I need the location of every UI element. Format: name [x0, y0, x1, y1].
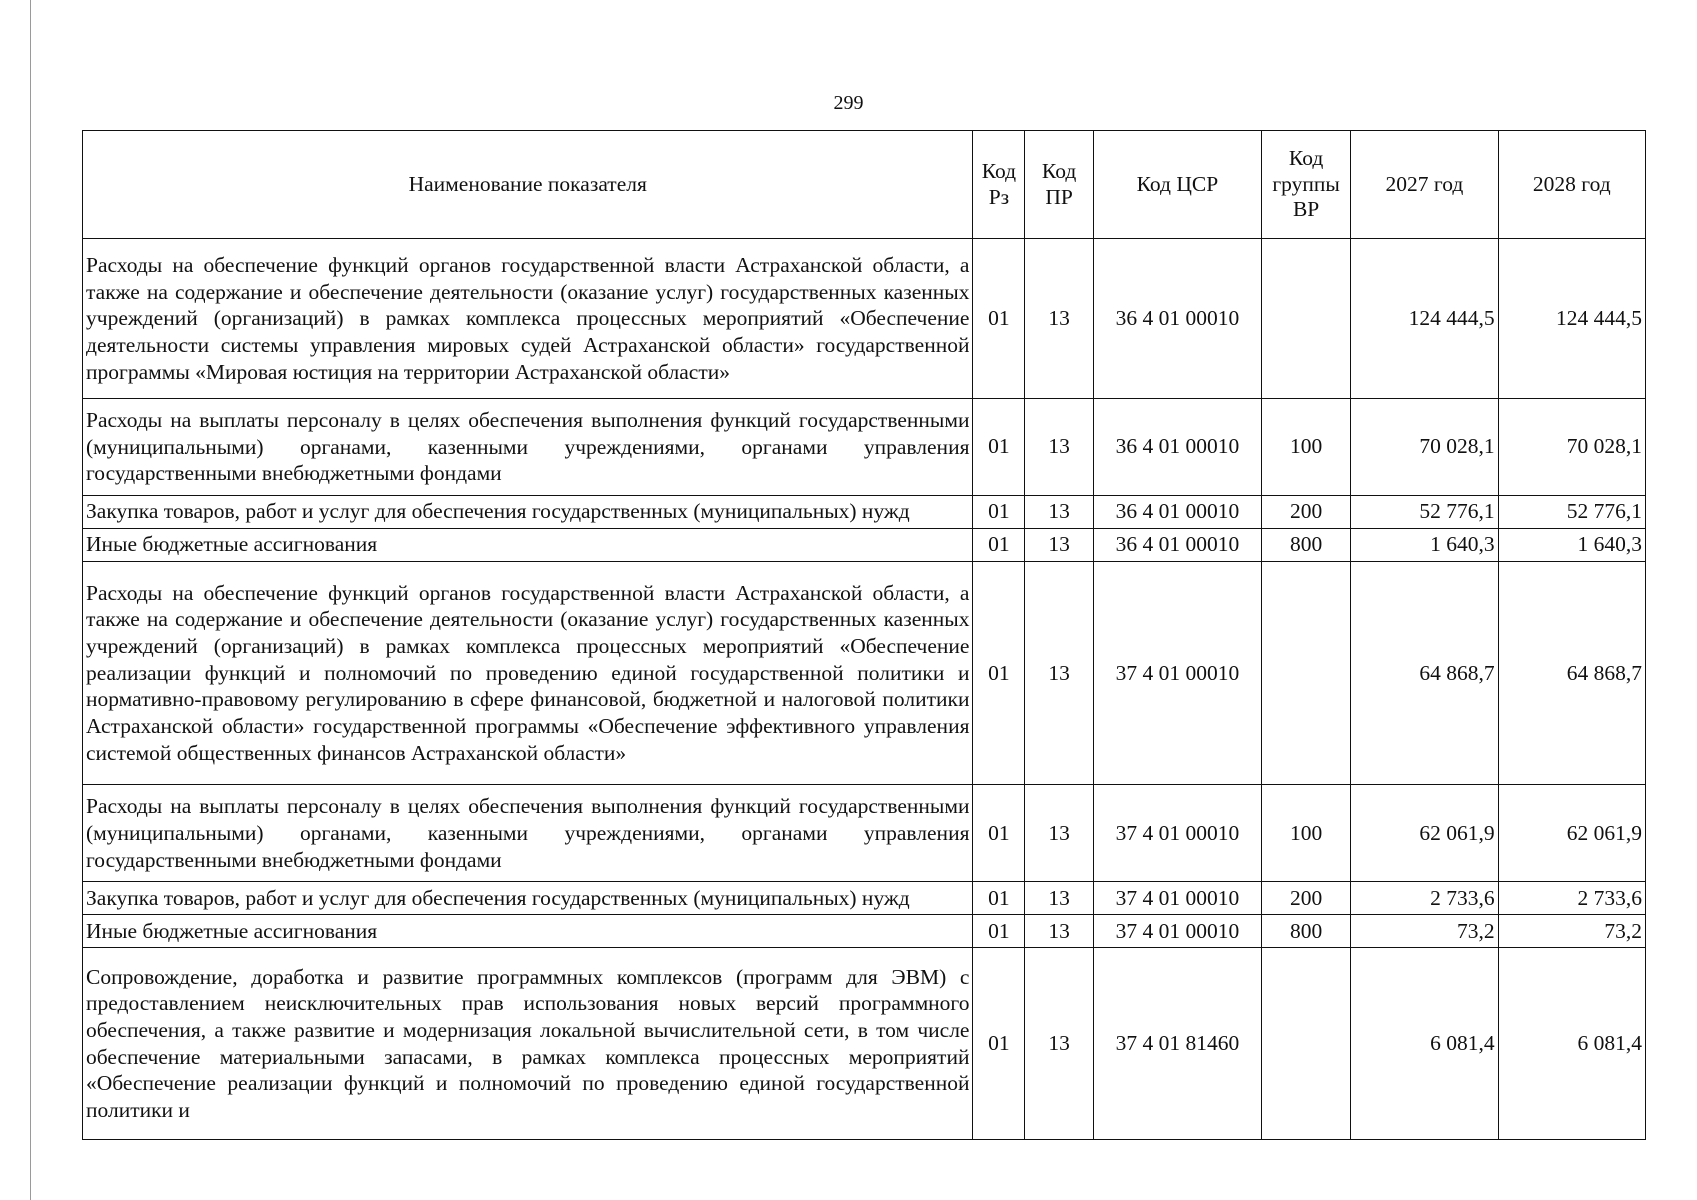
row-csr: 36 4 01 00010 [1093, 528, 1261, 561]
row-2027: 52 776,1 [1351, 495, 1498, 528]
row-name: Расходы на обеспечение функций органов государственной власти Астраханской области, а также на содержание и обеспечение деятельности (оказание услуг) государственных казенных учреждений (организаций) в рамках комплекса процессных мероприятий «Обеспечение деятельности системы управления мировых судей Астраханской области» государственной программы «Мировая юстиция на территории Астраханской области» [83, 239, 973, 399]
row-vr: 100 [1261, 399, 1350, 496]
row-vr [1261, 561, 1350, 785]
header-rz: Код Рз [973, 131, 1025, 239]
row-pr: 13 [1025, 561, 1093, 785]
row-name: Закупка товаров, работ и услуг для обеспечения государственных (муниципальных) нужд [83, 495, 973, 528]
row-csr: 37 4 01 81460 [1093, 948, 1261, 1140]
row-vr: 100 [1261, 785, 1350, 882]
row-2027: 70 028,1 [1351, 399, 1498, 496]
table-row [83, 948, 1646, 1140]
row-rz: 01 [973, 239, 1025, 399]
header-2028: 2028 год [1498, 131, 1645, 239]
row-2028: 1 640,3 [1498, 528, 1645, 561]
row-name: Сопровождение, доработка и развитие программных комплексов (программ для ЭВМ) с предоставлением неисключительных прав использования новых версий программного обеспечения, а также развитие и модернизация локальной вычислительной сети, в том числе обеспечение материальными запасами, в рамках комплекса процессных мероприятий «Обеспечение реализации функций и полномочий по проведению единой государственной политики и [83, 948, 973, 1140]
row-name: Иные бюджетные ассигнования [83, 528, 973, 561]
row-rz: 01 [973, 528, 1025, 561]
row-rz: 01 [973, 882, 1025, 915]
header-2027: 2027 год [1351, 131, 1498, 239]
row-csr: 36 4 01 00010 [1093, 239, 1261, 399]
row-csr: 37 4 01 00010 [1093, 561, 1261, 785]
row-rz: 01 [973, 915, 1025, 948]
table-row [83, 399, 1646, 496]
table-row [83, 239, 1646, 399]
row-2028: 52 776,1 [1498, 495, 1645, 528]
row-pr: 13 [1025, 785, 1093, 882]
row-vr [1261, 948, 1350, 1140]
row-rz: 01 [973, 785, 1025, 882]
row-pr: 13 [1025, 948, 1093, 1140]
row-name: Иные бюджетные ассигнования [83, 915, 973, 948]
page-number: 299 [833, 92, 864, 114]
row-pr: 13 [1025, 882, 1093, 915]
table-row [83, 882, 1646, 915]
row-vr: 800 [1261, 528, 1350, 561]
table-row [83, 495, 1646, 528]
row-rz: 01 [973, 561, 1025, 785]
row-csr: 36 4 01 00010 [1093, 399, 1261, 496]
row-2027: 64 868,7 [1351, 561, 1498, 785]
row-2027: 2 733,6 [1351, 882, 1498, 915]
row-vr: 800 [1261, 915, 1350, 948]
row-2028: 62 061,9 [1498, 785, 1645, 882]
row-2028: 124 444,5 [1498, 239, 1645, 399]
row-2027: 73,2 [1351, 915, 1498, 948]
row-name: Расходы на выплаты персоналу в целях обеспечения выполнения функций государственными (муниципальными) органами, казенными учреждениями, органами управления государственными внебюджетными фондами [83, 785, 973, 882]
row-pr: 13 [1025, 399, 1093, 496]
row-2027: 124 444,5 [1351, 239, 1498, 399]
row-2027: 1 640,3 [1351, 528, 1498, 561]
row-2028: 73,2 [1498, 915, 1645, 948]
header-vr: Код группы ВР [1261, 131, 1350, 239]
scan-margin-line [30, 0, 31, 1200]
table-row [83, 528, 1646, 561]
table-header-row [83, 131, 1646, 239]
table-row [83, 915, 1646, 948]
row-name: Расходы на выплаты персоналу в целях обеспечения выполнения функций государственными (муниципальными) органами, казенными учреждениями, органами управления государственными внебюджетными фондами [83, 399, 973, 496]
row-csr: 36 4 01 00010 [1093, 495, 1261, 528]
row-2027: 62 061,9 [1351, 785, 1498, 882]
row-rz: 01 [973, 399, 1025, 496]
row-csr: 37 4 01 00010 [1093, 915, 1261, 948]
row-pr: 13 [1025, 528, 1093, 561]
row-pr: 13 [1025, 495, 1093, 528]
row-rz: 01 [973, 495, 1025, 528]
row-vr: 200 [1261, 882, 1350, 915]
table-row [83, 785, 1646, 882]
row-name: Расходы на обеспечение функций органов государственной власти Астраханской области, а также на содержание и обеспечение деятельности (оказание услуг) государственных казенных учреждений (организаций) в рамках комплекса процессных мероприятий «Обеспечение реализации функций и полномочий по проведению единой государственной политики и нормативно-правовому регулированию в сфере финансовой, бюджетной и налоговой политики Астраханской области» государственной программы «Обеспечение эффективного управления системой общественных финансов Астраханской области» [83, 561, 973, 785]
header-name: Наименование показателя [83, 131, 973, 239]
row-pr: 13 [1025, 915, 1093, 948]
row-vr: 200 [1261, 495, 1350, 528]
table-row [83, 561, 1646, 785]
row-2028: 6 081,4 [1498, 948, 1645, 1140]
row-csr: 37 4 01 00010 [1093, 785, 1261, 882]
row-2028: 70 028,1 [1498, 399, 1645, 496]
row-csr: 37 4 01 00010 [1093, 882, 1261, 915]
header-csr: Код ЦСР [1093, 131, 1261, 239]
budget-table [82, 130, 1646, 1140]
row-2027: 6 081,4 [1351, 948, 1498, 1140]
row-rz: 01 [973, 948, 1025, 1140]
row-name: Закупка товаров, работ и услуг для обеспечения государственных (муниципальных) нужд [83, 882, 973, 915]
row-2028: 2 733,6 [1498, 882, 1645, 915]
row-vr [1261, 239, 1350, 399]
header-pr: Код ПР [1025, 131, 1093, 239]
row-pr: 13 [1025, 239, 1093, 399]
row-2028: 64 868,7 [1498, 561, 1645, 785]
